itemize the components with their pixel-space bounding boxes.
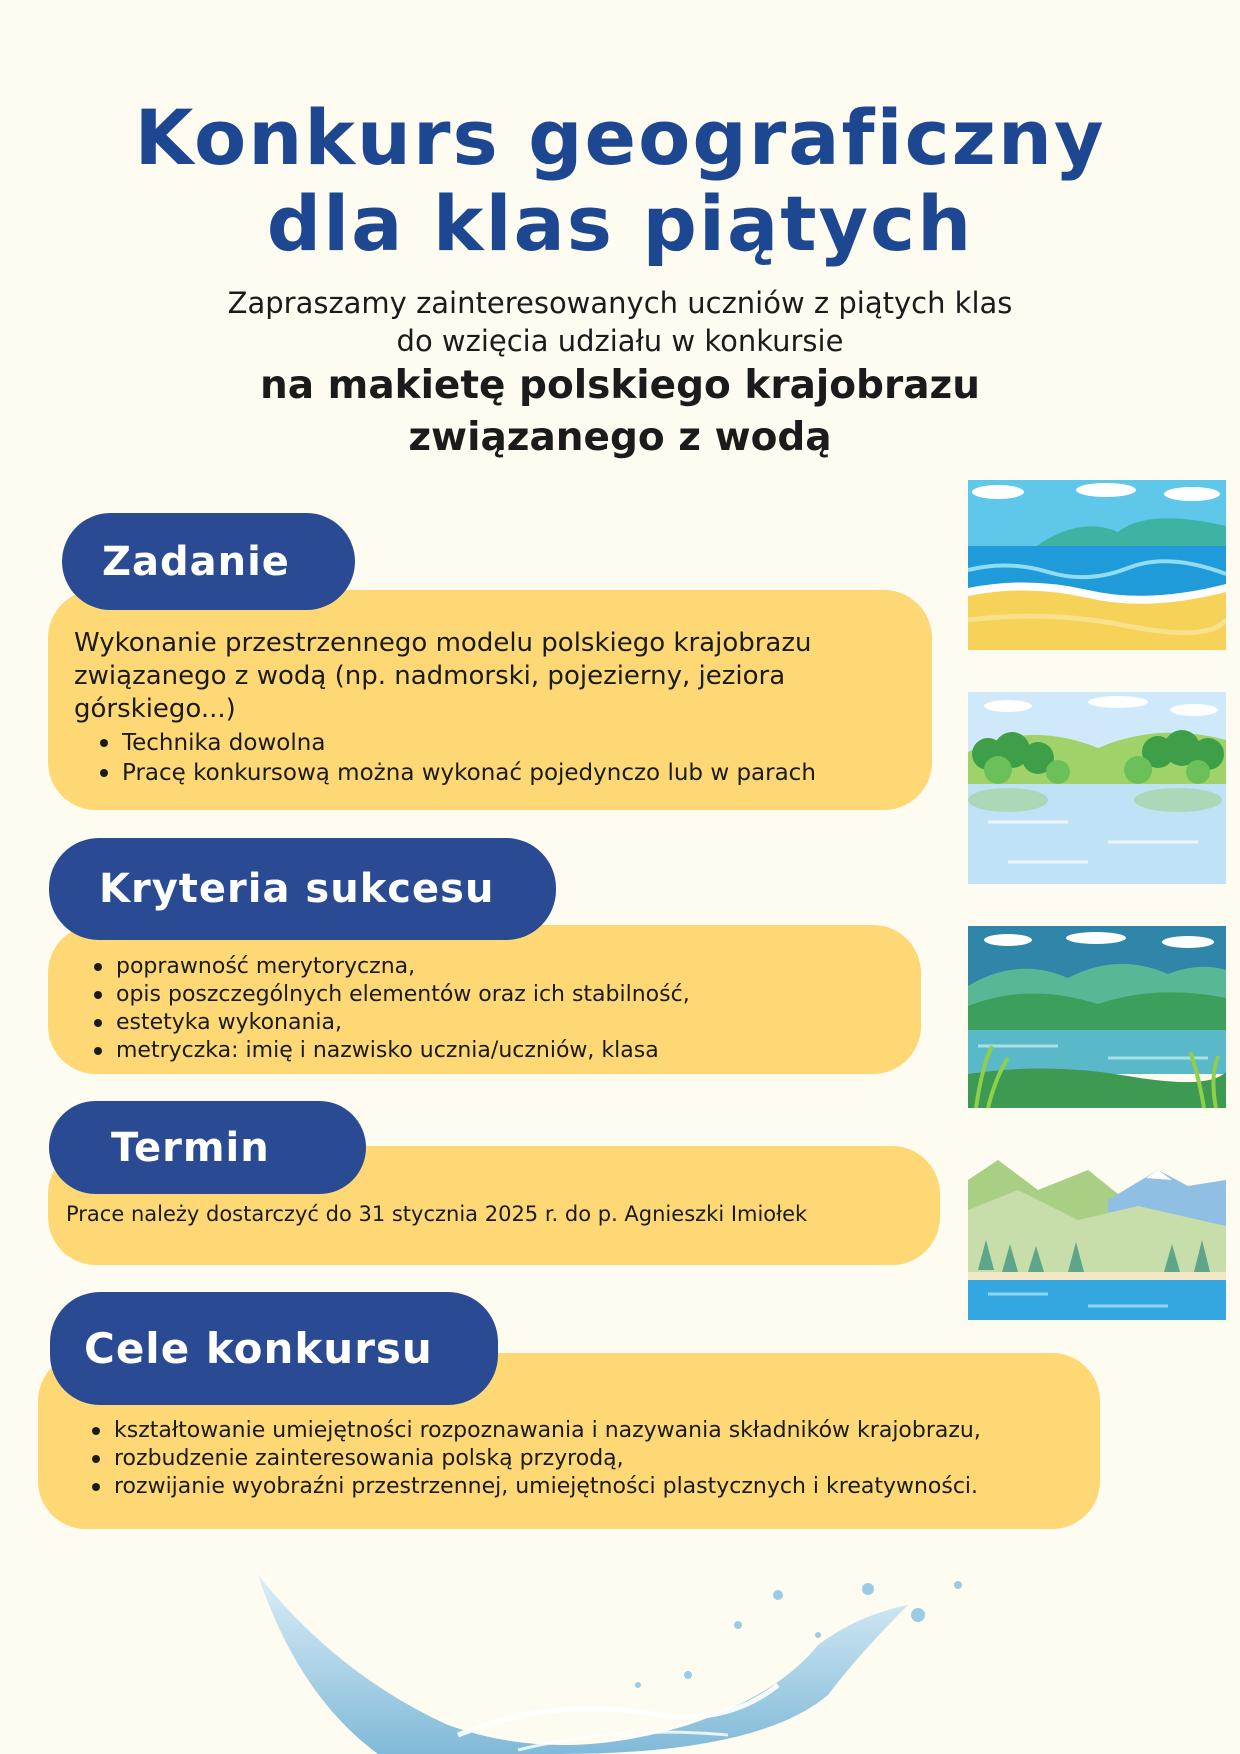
list-item: Pracę konkursową można wykonać pojedynczo lub w parach bbox=[94, 758, 932, 788]
task-section-heading: Zadanie bbox=[62, 513, 355, 610]
beach-illustration bbox=[968, 480, 1226, 650]
criteria-bullet-list bbox=[88, 953, 921, 1065]
task-section-box bbox=[48, 590, 932, 810]
water-splash-illustration bbox=[258, 1575, 988, 1754]
intro-line-2: do wzięcia udziału w konkursie bbox=[396, 324, 844, 358]
list-item: rozbudzenie zainteresowania polską przyrodą, bbox=[86, 1445, 1100, 1473]
criteria-section-box bbox=[48, 925, 921, 1074]
contest-subject-line-2: związanego z wodą bbox=[408, 415, 832, 460]
list-item: opis poszczególnych elementów oraz ich stabilność, bbox=[88, 981, 921, 1009]
goals-bullet-list bbox=[86, 1417, 1100, 1501]
list-item: Technika dowolna bbox=[94, 728, 932, 758]
intro-line-1: Zapraszamy zainteresowanych uczniów z piątych klas bbox=[227, 286, 1013, 320]
criteria-section-heading: Kryteria sukcesu bbox=[49, 838, 556, 940]
list-item: kształtowanie umiejętności rozpoznawania i nazywania składników krajobrazu, bbox=[86, 1417, 1100, 1445]
list-item: poprawność merytoryczna, bbox=[88, 953, 921, 981]
poster-title bbox=[0, 95, 1240, 267]
lake-illustration bbox=[968, 692, 1226, 884]
list-item: rozwijanie wyobraźni przestrzennej, umiejętności plastycznych i kreatywności. bbox=[86, 1473, 1100, 1501]
deadline-section-heading: Termin bbox=[49, 1101, 366, 1194]
contest-subject bbox=[0, 360, 1240, 464]
contest-subject-line-1: na makietę polskiego krajobrazu bbox=[260, 363, 980, 408]
list-item: estetyka wykonania, bbox=[88, 1009, 921, 1037]
mountain-lake-illustration bbox=[968, 1150, 1226, 1320]
task-bullet-list bbox=[74, 728, 932, 788]
poster-title-line-2: dla klas piątych bbox=[266, 179, 974, 268]
goals-section-heading: Cele konkursu bbox=[50, 1292, 498, 1405]
forest-lake-illustration bbox=[968, 926, 1226, 1108]
list-item: metryczka: imię i nazwisko ucznia/uczniów, klasa bbox=[88, 1037, 921, 1065]
poster-title-line-1: Konkurs geograficzny bbox=[134, 93, 1106, 182]
intro-text bbox=[0, 284, 1240, 360]
deadline-text: Prace należy dostarczyć do 31 stycznia 2025 r. do p. Agnieszki Imiołek bbox=[66, 1201, 808, 1226]
task-description: Wykonanie przestrzennego modelu polskiego krajobrazu związanego z wodą (np. nadmorski, pojezierny, jeziora górskiego...) bbox=[74, 628, 812, 724]
